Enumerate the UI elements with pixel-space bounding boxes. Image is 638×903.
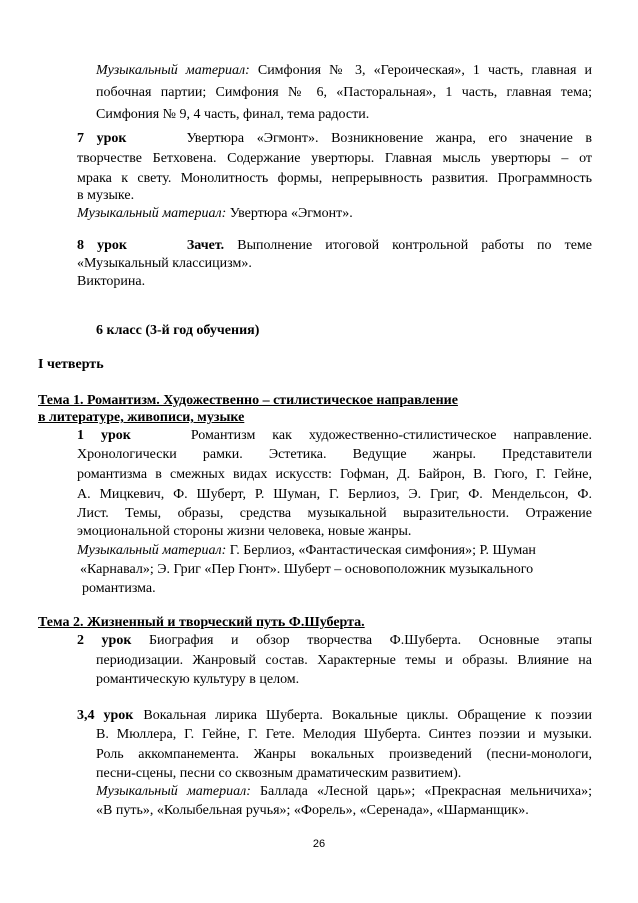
lesson7-line3: мрака к свету. Монолитность формы, непрерывность развития. Программность — [77, 171, 592, 186]
topic2-heading: Тема 2. Жизненный и творческий путь Ф.Шуберта. — [38, 615, 365, 630]
music-material-label: Музыкальный материал: — [77, 543, 227, 558]
lesson8-line1: 8 урок Зачет. Выполнение итоговой контрольной работы по теме — [77, 238, 592, 253]
music-material-label: Музыкальный материал: — [96, 784, 251, 799]
lesson34-label: 3,4 урок — [77, 708, 134, 723]
lesson1-line1: 1 урок Романтизм как художественно-стилистическое направление. — [77, 428, 592, 443]
lesson1-music: Музыкальный материал: Г. Берлиоз, «Фантастическая симфония»; Р. Шуман — [77, 543, 536, 558]
lesson34-line3: Роль аккомпанемента. Жанры вокальных произведений (песни-монологи, — [96, 747, 592, 762]
lesson2-line2: периодизации. Жанровый состав. Характерные темы и образы. Влияние на — [96, 653, 592, 668]
lesson7-music: Музыкальный материал: Увертюра «Эгмонт». — [77, 206, 353, 221]
topic1-heading-line2: в литературе, живописи, музыке — [38, 410, 245, 425]
grade-heading: 6 класс (3-й год обучения) — [96, 323, 260, 338]
music-material-label: Музыкальный материал: — [96, 63, 250, 78]
lesson34-line2: В. Мюллера, Г. Гейне, Г. Гете. Мелодия Шуберта. Синтез поэзии и музыки. — [96, 727, 592, 742]
lesson1-label: 1 урок — [77, 428, 131, 443]
lesson1-line4: А. Мицкевич, Ф. Шуберт, Р. Шуман, Г. Берлиоз, Э. Григ, Ф. Мендельсон, Ф. — [77, 487, 592, 502]
lesson1-music-line2: «Карнавал»; Э. Григ «Пер Гюнт». Шуберт – основоположник музыкального — [80, 562, 534, 577]
lesson7-line1: 7 урок Увертюра «Эгмонт». Возникновение жанра, его значение в — [77, 131, 592, 146]
lesson1-line5: Лист. Темы, образы, средства музыкальной выразительности. Отражение — [77, 506, 592, 521]
lesson8-line3: Викторина. — [77, 274, 146, 289]
lesson1-line3: романтизма в смежных видах искусств: Гофман, Д. Байрон, В. Гюго, Г. Гейне, — [77, 467, 592, 482]
lesson7-label: 7 урок — [77, 131, 127, 146]
lesson1-line6: эмоциональной стороны жизни человека, новые жанры. — [77, 524, 412, 539]
lesson2-label: 2 урок — [77, 633, 132, 648]
quarter-heading: I четверть — [38, 357, 104, 372]
block1-line3: Симфония № 9, 4 часть, финал, тема радости. — [96, 107, 370, 122]
lesson34-music: Музыкальный материал: Баллада «Лесной царь»; «Прекрасная мельничиха»; — [96, 784, 593, 799]
lesson34-line1: 3,4 урок Вокальная лирика Шуберта. Вокальные циклы. Обращение к поэзии — [77, 708, 592, 723]
page-number: 26 — [312, 838, 326, 850]
block1-line1: Музыкальный материал: Симфония № 3, «Героическая», 1 часть, главная и — [96, 63, 592, 78]
lesson7-line2: творчестве Бетховена. Содержание увертюры. Главная мысль увертюры – от — [77, 151, 592, 166]
lesson34-line4: песни-сцены, песни со сквозным драматическим развитием). — [96, 766, 462, 781]
lesson7-line4: в музыке. — [77, 188, 135, 203]
lesson1-music-line3: романтизма. — [82, 581, 156, 596]
lesson8-label: 8 урок — [77, 238, 127, 253]
topic1-heading-line1: Тема 1. Романтизм. Художественно – стилистическое направление — [38, 393, 458, 408]
lesson2-line3: романтическую культуру в целом. — [96, 672, 300, 687]
lesson2-line1: 2 урок Биография и обзор творчества Ф.Шуберта. Основные этапы — [77, 633, 592, 648]
block1-line2: побочная партии; Симфония № 6, «Пасторальная», 1 часть, главная тема; — [96, 85, 592, 100]
lesson1-line2: Хронологически рамки. Эстетика. Ведущие жанры. Представители — [77, 447, 592, 462]
music-material-label: Музыкальный материал: — [77, 206, 227, 221]
lesson34-music-line2: «В путь», «Колыбельная ручья»; «Форель», «Серенада», «Шарманщик». — [96, 803, 529, 818]
lesson8-bold-word: Зачет. — [186, 238, 225, 253]
lesson8-line2: «Музыкальный классицизм». — [77, 256, 252, 271]
